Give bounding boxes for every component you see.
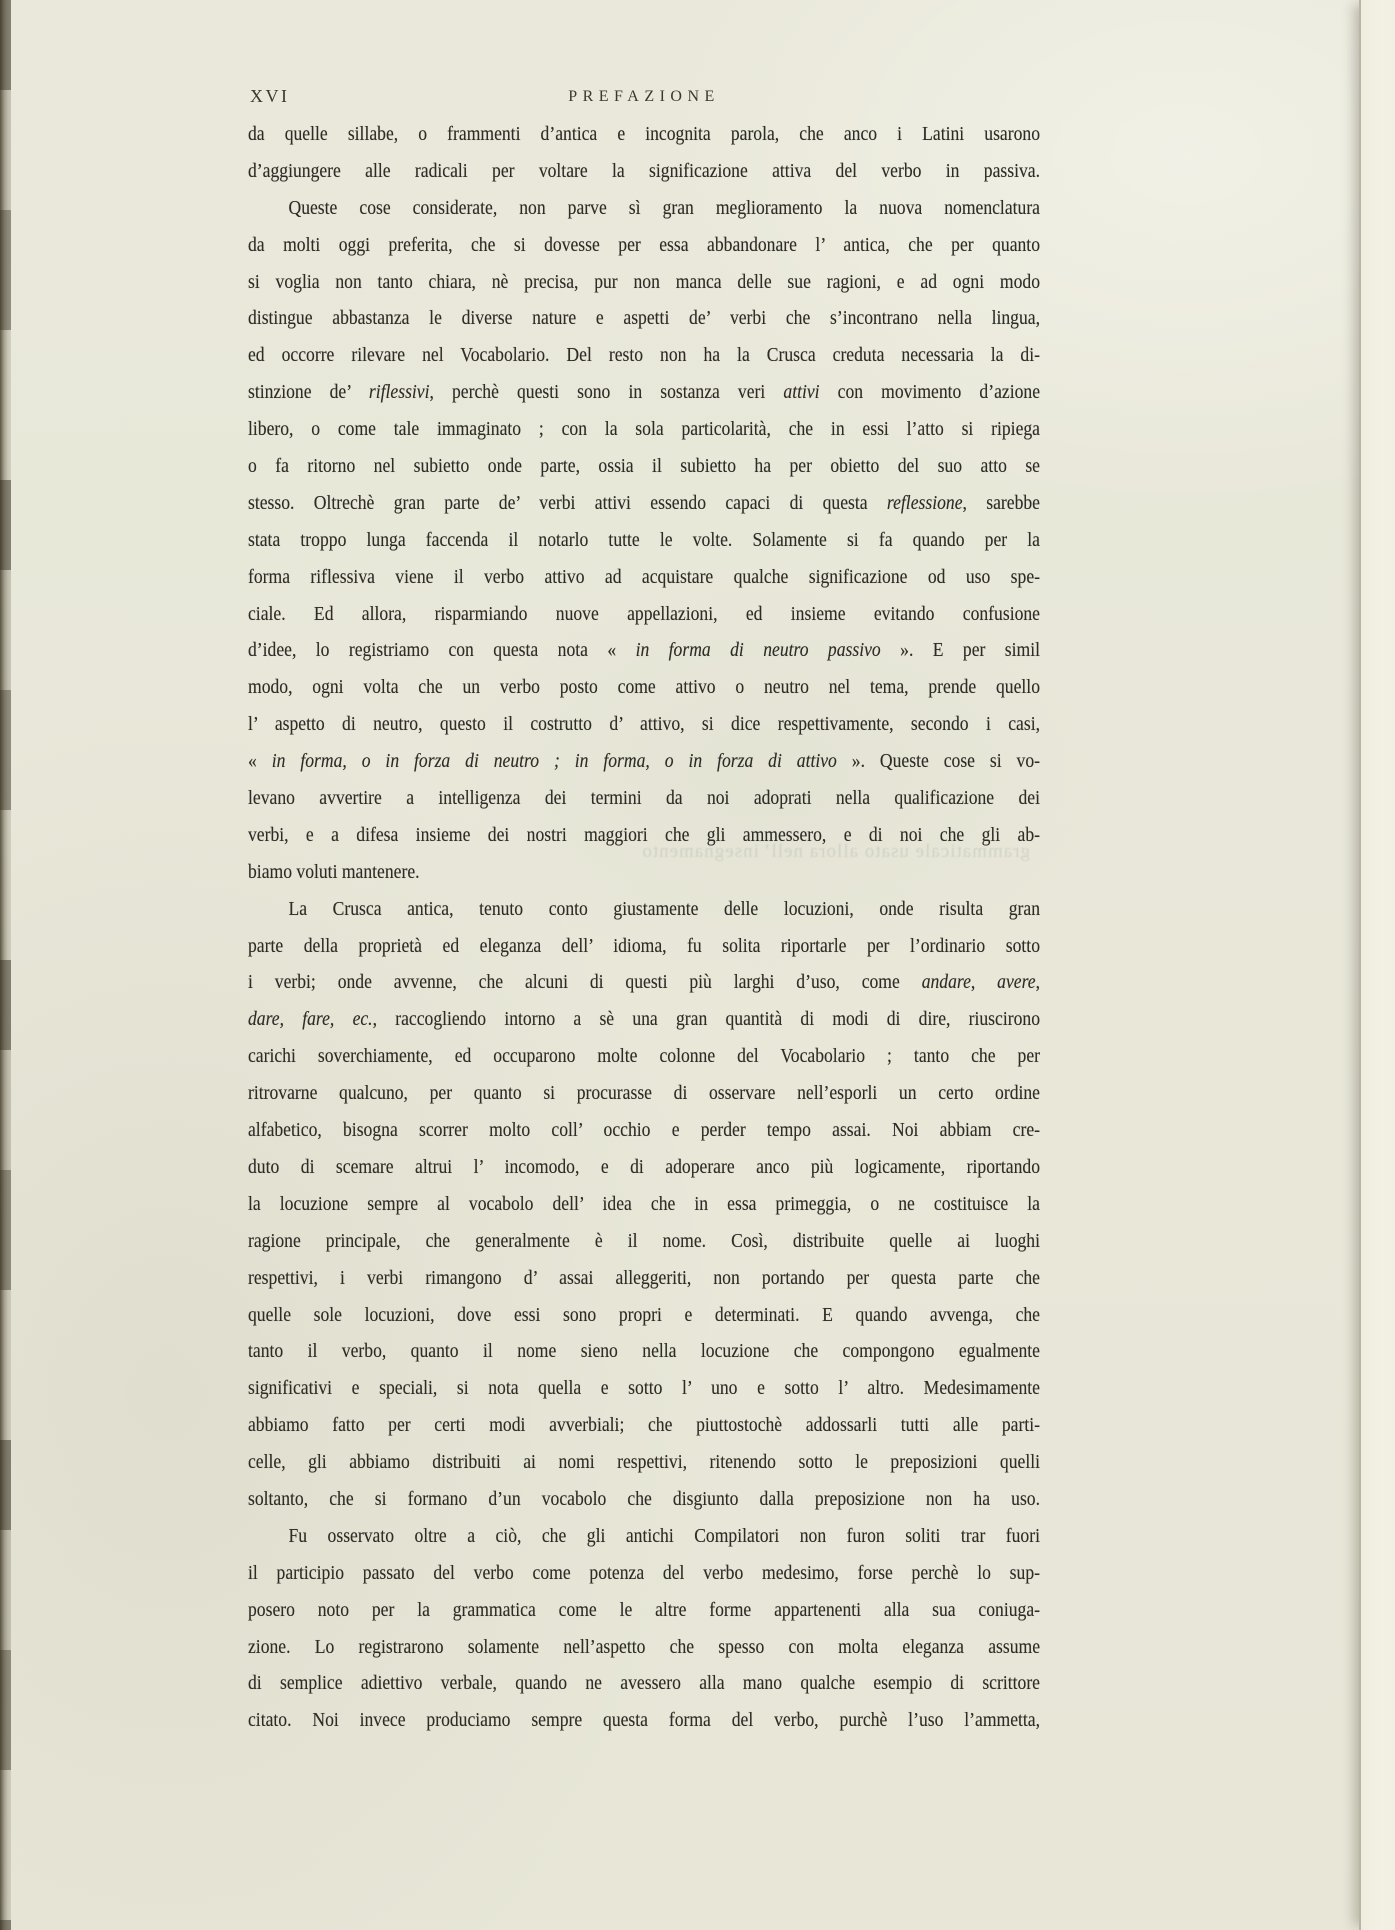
text-segment: Queste cose considerate, non parve sì gran meglioramento la nuova nomenclatura	[288, 196, 1040, 219]
show-through-ghost-text: grammaticale usato allora nell’ insegnamento	[641, 841, 1030, 862]
text-segment: d’idee, lo registriamo con questa nota «	[248, 639, 636, 662]
text-segment: reflessione	[886, 491, 963, 514]
text-segment: ». Queste cose si vo-	[836, 750, 1040, 773]
text-line	[248, 1518, 1040, 1555]
text-segment: in forma di neutro passivo	[635, 639, 881, 662]
text-segment: ,	[970, 971, 998, 994]
text-segment: zione. Lo registrarono solamente nell’aspetto che spesso con molta eleganza assume	[248, 1635, 1040, 1658]
text-line	[248, 411, 1040, 448]
text-segment: si voglia non tanto chiara, nè precisa, pur non manca delle sue ragioni, e ad ogni modo	[248, 270, 1040, 293]
text-segment: l’ aspetto di neutro, questo il costrutto d’ attivo, si dice respettivamente, secondo i casi,	[248, 713, 1040, 736]
text-segment: Fu osservato oltre a ciò, che gli antichi Compilatori non furon soliti trar fuori	[288, 1524, 1040, 1547]
text-line	[248, 1075, 1040, 1112]
folio-page-number: XVI	[250, 86, 290, 106]
text-segment: «	[248, 750, 272, 773]
text-line	[248, 1001, 1040, 1038]
text-line	[248, 559, 1040, 596]
text-line	[248, 485, 1040, 522]
text-segment: ciale. Ed allora, risparmiando nuove appellazioni, ed insieme evitando confusione	[248, 602, 1040, 625]
text-line	[248, 116, 1040, 153]
text-line	[248, 337, 1040, 374]
text-segment: stinzione de’	[248, 381, 369, 404]
text-segment: da quelle sillabe, o frammenti d’antica e incognita parola, che anco i Latini usarono	[248, 123, 1040, 145]
text-segment: significativi e speciali, si nota quella e sotto l’ uno e sotto l’ altro. Medesimamente	[248, 1377, 1040, 1400]
text-segment: duto di scemare altrui l’ incomodo, e di adoperare anco più logicamente, riportando	[248, 1155, 1040, 1178]
text-segment: , sarebbe	[962, 491, 1040, 514]
text-segment: , perchè questi sono in sostanza veri	[429, 381, 784, 404]
text-line	[248, 854, 1040, 891]
text-segment: ». E per simil	[880, 639, 1040, 662]
text-line	[248, 1297, 1040, 1334]
text-segment: o fa ritorno nel subietto onde parte, ossia il subietto ha per obietto del suo atto se	[248, 455, 1040, 478]
text-line	[248, 632, 1040, 669]
text-segment: con movimento d’azione	[819, 381, 1040, 404]
text-segment: La Crusca antica, tenuto conto giustamente delle locuzioni, onde risulta gran	[288, 897, 1040, 920]
text-segment: i verbi; onde avvenne, che alcuni di questi più larghi d’uso, come	[248, 971, 922, 994]
text-line	[248, 706, 1040, 743]
text-segment: soltanto, che si formano d’un vocabolo che disgiunto dalla preposizione non ha uso.	[248, 1487, 1040, 1510]
text-line	[248, 153, 1040, 190]
text-segment: ritrovarne qualcuno, per quanto si procurasse di osservare nell’esporli un certo ordine	[248, 1082, 1040, 1105]
text-line	[248, 227, 1040, 264]
text-segment: quelle sole locuzioni, dove essi sono propri e determinati. E quando avvenga, che	[248, 1303, 1040, 1326]
text-line	[248, 1260, 1040, 1297]
text-line	[248, 1592, 1040, 1629]
text-line	[248, 264, 1040, 301]
text-line	[248, 596, 1040, 633]
text-line	[248, 1407, 1040, 1444]
text-block	[248, 116, 1040, 1739]
text-segment: ,	[1035, 971, 1040, 994]
text-segment: ed occorre rilevare nel Vocabolario. Del resto non ha la Crusca creduta necessaria la di-	[248, 344, 1040, 367]
text-segment: attivi	[783, 381, 820, 404]
text-segment: in forma, o in forza di neutro ; in forma, o in forza di attivo	[271, 750, 837, 773]
text-segment: citato. Noi invece produciamo sempre questa forma del verbo, purchè l’uso l’ammetta,	[248, 1709, 1040, 1732]
text-line	[248, 891, 1040, 928]
text-segment: parte della proprietà ed eleganza dell’ idioma, fu solita riportarle per l’ordinario sotto	[248, 934, 1040, 957]
text-line	[248, 1038, 1040, 1075]
text-line	[248, 743, 1040, 780]
text-segment: libero, o come tale immaginato ; con la sola particolarità, che in essi l’atto si ripiega	[248, 418, 1040, 441]
text-line	[248, 190, 1040, 227]
text-segment: la locuzione sempre al vocabolo dell’ idea che in essa primeggia, o ne costituisce la	[248, 1192, 1040, 1215]
text-segment: carichi soverchiamente, ed occuparono molte colonne del Vocabolario ; tanto che per	[248, 1045, 1040, 1068]
text-line	[248, 374, 1040, 411]
text-segment: posero noto per la grammatica come le altre forme appartenenti alla sua coniuga-	[248, 1598, 1040, 1621]
text-segment: stata troppo lunga faccenda il notarlo tutte le volte. Solamente si fa quando per la	[248, 528, 1040, 551]
text-line	[248, 1223, 1040, 1260]
text-segment: celle, gli abbiamo distribuiti ai nomi respettivi, ritenendo sotto le preposizioni quelli	[248, 1451, 1040, 1474]
text-segment: avere	[997, 971, 1036, 994]
text-line	[248, 1629, 1040, 1666]
running-title: PREFAZIONE	[568, 88, 720, 105]
text-segment: di semplice adiettivo verbale, quando ne avessero alla mano qualche esempio di scrittore	[248, 1672, 1040, 1695]
text-line	[248, 1555, 1040, 1592]
text-line	[248, 1665, 1040, 1702]
text-line	[248, 1481, 1040, 1518]
text-segment: ragione principale, che generalmente è il nome. Così, distribuite quelle ai luoghi	[248, 1229, 1040, 1252]
text-segment: da molti oggi preferita, che si dovesse per essa abbandonare l’ antica, che per quanto	[248, 233, 1040, 256]
text-line	[248, 1112, 1040, 1149]
text-segment: , raccogliendo intorno a sè una gran quantità di modi di dire, riuscirono	[372, 1008, 1040, 1031]
text-segment: modo, ogni volta che un verbo posto come attivo o neutro nel tema, prende quello	[248, 676, 1040, 699]
text-line	[248, 1149, 1040, 1186]
text-line	[248, 1333, 1040, 1370]
text-line	[248, 300, 1040, 337]
text-segment: tanto il verbo, quanto il nome sieno nella locuzione che compongono egualmente	[248, 1340, 1040, 1363]
text-segment: forma riflessiva viene il verbo attivo ad acquistare qualche significazione od uso spe-	[248, 565, 1040, 588]
page-right-edge-shadow	[1359, 0, 1395, 1930]
text-line	[248, 522, 1040, 559]
text-line	[248, 964, 1040, 1001]
text-segment: stesso. Oltrechè gran parte de’ verbi attivi essendo capaci di questa	[248, 491, 887, 514]
text-segment: abbiamo fatto per certi modi avverbiali; che piuttostochè addossarli tutti alle parti-	[248, 1414, 1040, 1437]
text-line	[248, 780, 1040, 817]
text-line	[248, 817, 1040, 854]
text-segment: dare, fare, ec.	[248, 1008, 373, 1031]
text-segment: verbi, e a difesa insieme dei nostri maggiori che gli ammessero, e di noi che gli ab-	[248, 823, 1040, 846]
text-segment: alfabetico, bisogna scorrer molto coll’ occhio e perder tempo assai. Noi abbiam cre-	[248, 1119, 1040, 1142]
text-line	[248, 1370, 1040, 1407]
text-segment: andare	[921, 971, 971, 994]
text-segment: respettivi, i verbi rimangono d’ assai alleggeriti, non portando per questa parte che	[248, 1266, 1040, 1289]
text-segment: levano avvertire a intelligenza dei termini da noi adoprati nella qualificazione dei	[248, 787, 1040, 810]
text-line	[248, 669, 1040, 706]
text-line	[248, 928, 1040, 965]
text-line	[248, 1186, 1040, 1223]
text-line	[248, 1444, 1040, 1481]
text-segment: riflessivi	[368, 381, 430, 404]
page-torn-left-edge	[0, 0, 11, 1930]
text-segment: d’aggiungere alle radicali per voltare la significazione attiva del verbo in passiva.	[248, 159, 1040, 182]
text-segment: biamo voluti mantenere.	[248, 860, 420, 883]
text-line	[248, 448, 1040, 485]
text-segment: distingue abbastanza le diverse nature e aspetti de’ verbi che s’incontrano nella lingua,	[248, 307, 1040, 330]
text-segment: il participio passato del verbo come potenza del verbo medesimo, forse perchè lo sup-	[248, 1561, 1040, 1584]
text-line	[248, 1702, 1040, 1739]
